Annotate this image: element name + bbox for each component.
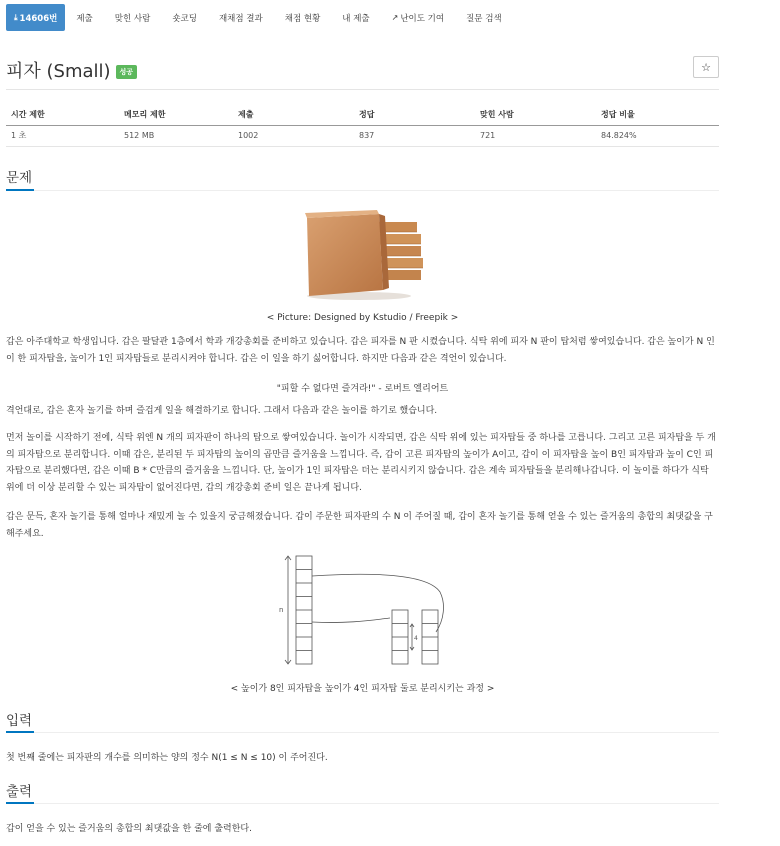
problem-heading: 문제 xyxy=(6,170,33,186)
input-heading: 입력 xyxy=(6,713,33,729)
diagram-label-n: n xyxy=(279,606,284,614)
status-badge: 성공 xyxy=(116,65,138,79)
tab-my-submissions[interactable] xyxy=(331,4,380,31)
tab-label: 제출 xyxy=(76,13,93,24)
pizza-boxes-image xyxy=(299,208,427,300)
tab-solvers[interactable] xyxy=(104,4,162,31)
problem-paragraph-2: 격언대로, 갑은 혼자 놀기를 하며 즐겁게 일을 해결하기로 합니다. 그래서 다음과 같은 놀이를 하기로 했습니다. xyxy=(6,406,438,416)
favorite-button[interactable] xyxy=(693,56,719,78)
col-ratio: 정답 비율 xyxy=(596,104,719,125)
col-memory-limit: 메모리 제한 xyxy=(119,104,233,125)
external-link-icon: ↗ xyxy=(391,13,399,22)
image-caption: < Picture: Designed by Kstudio / Freepik > xyxy=(266,313,459,323)
heading-underline xyxy=(6,802,34,804)
input-description: 첫 번째 줄에는 피자판의 개수를 의미하는 양의 정수 N(1 ≤ N ≤ 10) 이 주어진다. xyxy=(6,753,328,763)
diagram-caption: < 높이가 8인 피자탑을 높이가 4인 피자탑 둘로 분리시키는 과정 > xyxy=(230,684,495,694)
solvers-value: 721 xyxy=(475,125,596,146)
table-row xyxy=(6,125,719,146)
tab-label: 숏코딩 xyxy=(172,13,197,24)
tab-label: 채점 현황 xyxy=(284,13,321,24)
divider xyxy=(6,803,719,804)
star-icon: ☆ xyxy=(701,60,711,74)
output-description: 갑이 얻을 수 있는 즐거움의 총합의 최댓값을 한 줄에 출력한다. xyxy=(6,824,252,834)
output-heading: 출력 xyxy=(6,784,33,800)
heading-underline xyxy=(6,731,34,733)
page-title: 피자 (Small) xyxy=(6,61,111,82)
accepted-value: 837 xyxy=(354,125,475,146)
quote: "피할 수 없다면 즐겨라!" - 로버트 엘리어트 xyxy=(276,384,449,394)
tab-label: 재채점 결과 xyxy=(218,13,263,24)
col-submissions: 제출 xyxy=(233,104,354,125)
tab-question-search[interactable] xyxy=(455,4,513,31)
col-accepted: 정답 xyxy=(354,104,475,125)
tab-short-coding[interactable] xyxy=(161,4,208,31)
download-icon: ⤓ xyxy=(14,12,18,22)
memory-limit-value: 512 MB xyxy=(119,125,233,146)
divider xyxy=(6,190,719,191)
table-header-row xyxy=(6,104,719,125)
divider xyxy=(6,89,719,90)
tab-label: 맞힌 사람 xyxy=(114,13,151,24)
diagram-label-4: 4 xyxy=(414,635,418,642)
problem-paragraph-4: 갑은 문득, 혼자 놀기를 통해 얼마나 재밌게 놀 수 있을지 궁금해졌습니다. 갑이 주문한 피자판의 수 N 이 주어질 때, 갑이 혼자 놀기를 통해 얻을 수 있는 즐거움의 총합의 최댓값을 구해주세요. xyxy=(6,512,713,539)
tab-label: 질문 검색 xyxy=(466,13,502,24)
time-limit-value: 1 초 xyxy=(6,125,119,146)
problem-paragraph-3: 먼저 놀이를 시작하기 전에, 식탁 위엔 N 개의 피자판이 하나의 탑으로 쌓여있습니다. 놀이가 시작되면, 갑은 식탁 위에 있는 피자탑들 중 하나를 고릅니다. 그리고 고른 피자탑을 두 개의 피자탑으로 분리합니다. 이때 갑은, 분리된 두 피자탑의 높이의 곱만큼 즐거움을 느낍니다. 즉, 갑이 고른 피자탑의 높이가 A이고, 갑이 이 피자탑을 높이 B인 피자탑과 높이 C인 피자탑으로 분리했다면, 갑은 이때 B * C만큼의 즐거움을 느낍니다. 단, 높이가 1인 피자탑은 더는 분리시키지 않습니다. 갑은 계속 피자탑들을 분리해나갑니다. 이 놀이를 하다가 식탁 위에 더 이상 분리할 수 있는 피자탑이 없어진다면, 갑의 개강총회 준비 일은 끝나게 됩니다. xyxy=(6,433,716,493)
tab-difficulty-contribution[interactable] xyxy=(381,4,455,31)
problem-paragraph-1: 갑은 아주대학교 학생입니다. 갑은 팔달관 1층에서 학과 개강총회를 준비하고 있습니다. 갑은 피자를 N 판 시켰습니다. 식탁 위에 피자 N 판이 탑처럼 쌓여있습니다. 갑은 높이가 N 인 이 한 피자탑을, 높이가 1인 피자탑들로 분리시켜야 합니다. 갑은 이 일을 하기 싫어합니다. 하지만 다음과 같은 격언이 있습니다. xyxy=(6,337,715,364)
tab-judge-status[interactable] xyxy=(274,4,332,31)
tab-problem-number[interactable] xyxy=(6,4,65,31)
tower-split-diagram xyxy=(278,552,446,668)
submissions-value: 1002 xyxy=(233,125,354,146)
col-time-limit: 시간 제한 xyxy=(6,104,119,125)
ratio-value: 84.824% xyxy=(596,125,719,146)
heading-underline xyxy=(6,189,34,191)
col-solvers: 맞힌 사람 xyxy=(475,104,596,125)
divider xyxy=(6,732,719,733)
tab-rejudge-results[interactable] xyxy=(208,4,274,31)
tab-label: 내 제출 xyxy=(342,13,370,24)
problem-title-row xyxy=(6,57,137,83)
problem-nav-tabs xyxy=(6,4,513,31)
tab-submit[interactable] xyxy=(65,4,103,31)
tab-label: 14606번 xyxy=(19,13,58,24)
problem-info-table xyxy=(6,104,719,147)
tab-label: 난이도 기여 xyxy=(400,13,445,24)
